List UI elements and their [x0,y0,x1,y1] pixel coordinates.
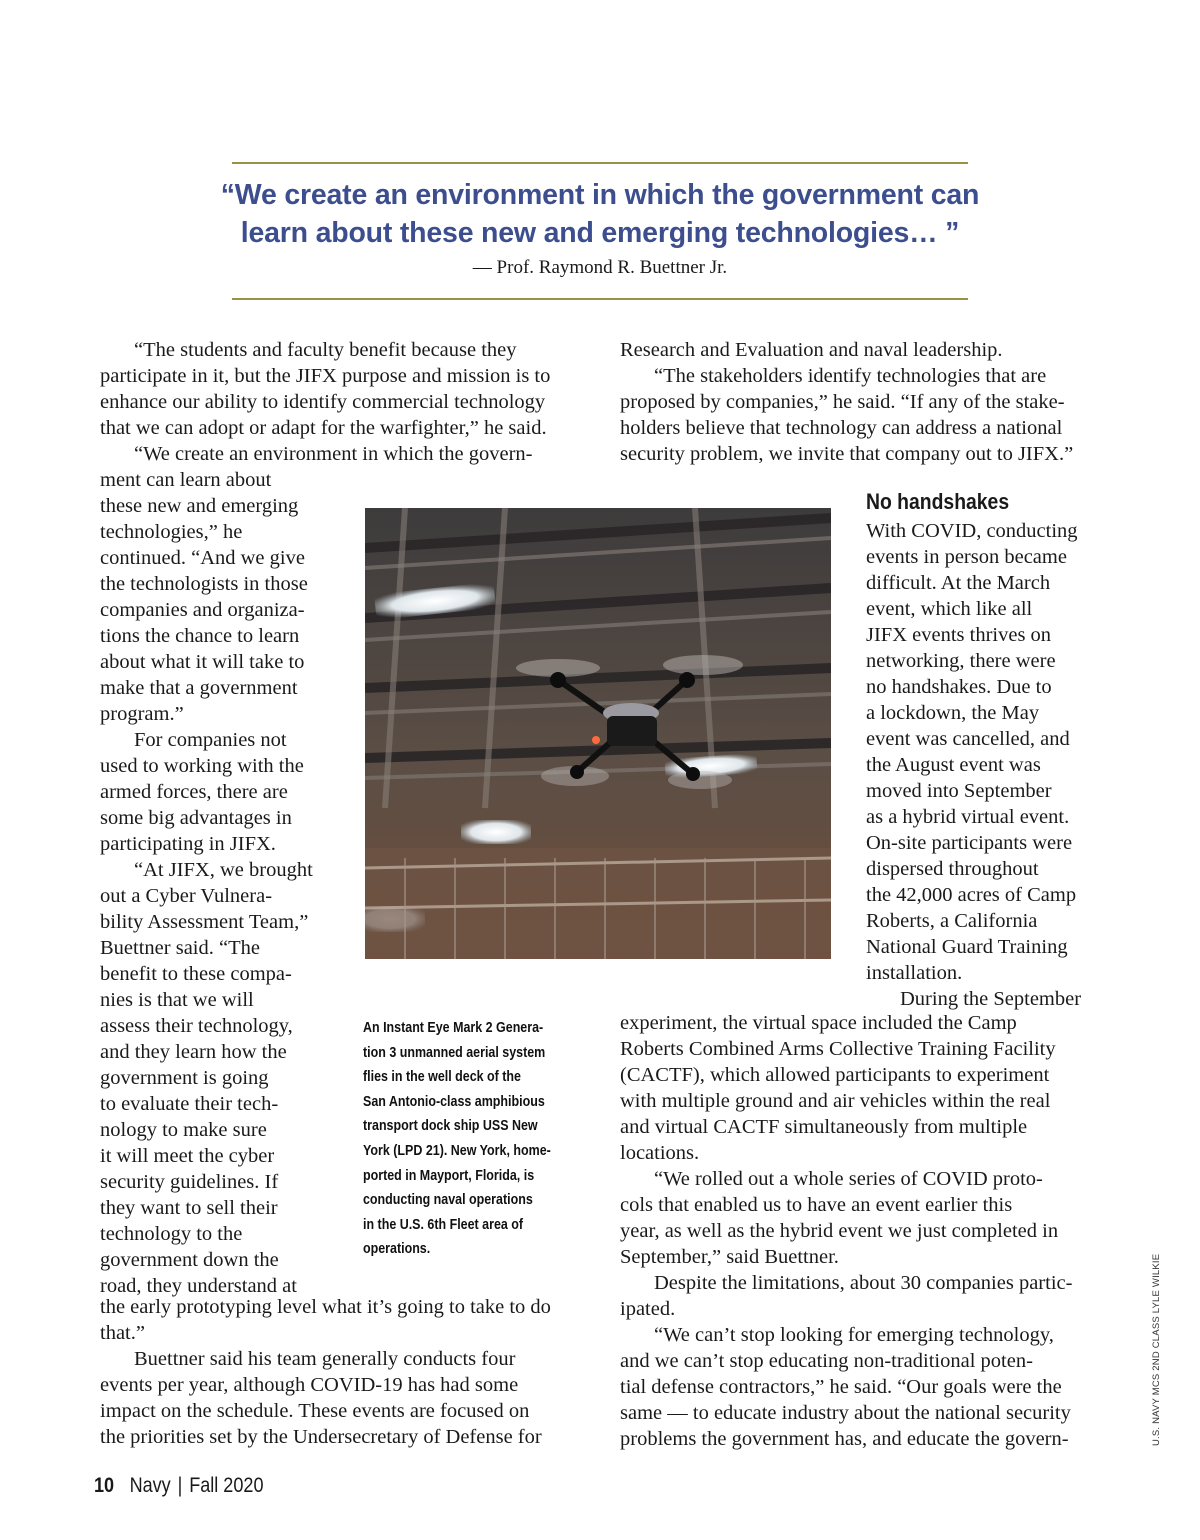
paragraph-line: event, which like all [866,598,1033,620]
paragraph-line: “The stakeholders identify technologies that are [654,365,1047,387]
paragraph-line: as a hybrid virtual event. [866,806,1070,828]
paragraph-line: On-site participants were [866,832,1073,854]
paragraph-line: holders believe that technology can address a national [620,417,1063,439]
paragraph-line: September,” said Buettner. [620,1246,839,1268]
paragraph-line: security problem, we invite that company out to JIFX.” [620,443,1074,465]
paragraph-line: it will meet the cyber [100,1145,275,1167]
paragraph-line: proposed by companies,” he said. “If any of the stake- [620,391,1065,413]
pull-quote-bottom-rule [232,298,968,300]
paragraph-line: During the September [900,988,1082,1010]
paragraph-line: technologies,” he [100,521,243,543]
paragraph-line: dispersed throughout [866,858,1039,880]
paragraph-line: and they learn how the [100,1041,287,1063]
paragraph-line: enhance our ability to identify commercial technology [100,391,546,413]
paragraph-line: events per year, although COVID-19 has had some [100,1374,519,1396]
pull-quote-attribution: — Prof. Raymond R. Buettner Jr. [472,257,728,278]
paragraph-line: Buettner said his team generally conducts four [134,1348,516,1370]
section-heading: No handshakes [866,489,1010,514]
paragraph-line: make that a government [100,677,298,699]
paragraph-line: and virtual CACTF simultaneously from multiple [620,1116,1028,1138]
caption-line: An Instant Eye Mark 2 Genera- [363,1020,544,1036]
paragraph-line: ment can learn about [100,469,272,491]
photo-caption [363,1016,561,1262]
paragraph-line: “The students and faculty benefit because they [134,339,517,361]
caption-line: operations. [363,1241,431,1258]
paragraph-line: government down the [100,1249,279,1271]
paragraph-line: government is going [100,1067,269,1089]
issue-date: Fall 2020 [189,1474,264,1497]
paragraph-line: Research and Evaluation and naval leadership. [620,339,1003,361]
paragraph-line: networking, there were [866,650,1056,672]
paragraph-line: “We create an environment in which the govern- [134,443,533,465]
caption-line: tion 3 unmanned aerial system [363,1044,546,1061]
paragraph-line: For companies not [134,729,287,751]
page-footer [94,1474,263,1498]
paragraph-line: they want to sell their [100,1197,278,1219]
paragraph-line: Roberts Combined Arms Collective Training Facility [620,1038,1056,1060]
paragraph-line: locations. [620,1142,700,1164]
paragraph-line: “At JIFX, we brought [134,859,313,881]
paragraph-line: the priorities set by the Undersecretary of Defense for [100,1426,542,1448]
paragraph-line: bility Assessment Team,” [100,911,309,933]
paragraph-line: technology to the [100,1223,243,1245]
paragraph-line: no handshakes. Due to [866,676,1052,698]
caption-line: transport dock ship USS New [363,1118,538,1135]
paragraph-line: same — to educate industry about the national security [620,1402,1071,1424]
paragraph-line: With COVID, conducting [866,520,1078,542]
paragraph-line: installation. [866,962,963,984]
paragraph-line: ipated. [620,1298,676,1320]
paragraph-line: the technologists in those [100,573,308,595]
caption-line: San Antonio-class amphibious [363,1093,545,1110]
paragraph-line: that we can adopt or adapt for the warfighter,” he said. [100,417,547,439]
paragraph-line: program.” [100,703,184,725]
col2-top-text [620,337,1073,467]
paragraph-line: JIFX events thrives on [866,624,1052,646]
caption-line: York (LPD 21). New York, home- [363,1142,551,1159]
paragraph-line: participate in it, but the JIFX purpose and mission is to [100,365,551,387]
page-number: 10 [94,1474,115,1497]
paragraph-line: with multiple ground and air vehicles within the real [620,1090,1051,1112]
caption-line: ported in Mayport, Florida, is [363,1167,535,1184]
footer-divider: | [177,1474,183,1497]
paragraph-line: security guidelines. If [100,1171,279,1193]
paragraph-line: out a Cyber Vulnera- [100,885,273,907]
paragraph-line: Buettner said. “The [100,937,260,959]
col3-narrow-text [866,518,1081,1012]
paragraph-line: tial defense contractors,” he said. “Our goals were the [620,1376,1062,1398]
paragraph-line: the August event was [866,754,1041,776]
paragraph-line: events in person became [866,546,1067,568]
paragraph-line: difficult. At the March [866,572,1051,594]
caption-line: flies in the well deck of the [363,1069,521,1086]
col1-bottom-text [100,1294,551,1450]
paragraph-line: participating in JIFX. [100,833,276,855]
caption-line: conducting naval operations [363,1192,533,1209]
paragraph-line: the 42,000 acres of Camp [866,884,1077,906]
paragraph-line: nology to make sure [100,1119,267,1141]
paragraph-line: year, as well as the hybrid event we just completed in [620,1220,1059,1242]
paragraph-line: cols that enabled us to have an event earlier this [620,1194,1013,1216]
paragraph-line: impact on the schedule. These events are focused on [100,1400,530,1422]
paragraph-line: to evaluate their tech- [100,1093,279,1115]
paragraph-line: armed forces, there are [100,781,288,803]
pull-quote-top-rule [232,162,968,164]
paragraph-line: problems the government has, and educate the govern- [620,1428,1069,1450]
paragraph-line: continued. “And we give [100,547,305,569]
pull-quote [200,176,1000,252]
publication-name: Navy [129,1474,171,1497]
pull-quote-line-1: “We create an environment in which the government can [220,179,980,211]
drone-photo-illustration [365,508,831,959]
paragraph-line: companies and organiza- [100,599,305,621]
paragraph-line: these new and emerging [100,495,299,517]
paragraph-line: tions the chance to learn [100,625,300,647]
paragraph-line: Despite the limitations, about 30 companies partic- [654,1272,1073,1294]
paragraph-line: National Guard Training [866,936,1068,958]
paragraph-line: some big advantages in [100,807,292,829]
col2-bottom-text [620,1010,1072,1452]
paragraph-line: (CACTF), which allowed participants to experiment [620,1064,1050,1086]
paragraph-line: road, they understand at [100,1275,297,1297]
paragraph-line: the early prototyping level what it’s going to take to do [100,1296,551,1318]
paragraph-line: and we can’t stop educating non-traditional poten- [620,1350,1033,1372]
drone-photo [365,508,831,959]
paragraph-line: event was cancelled, and [866,728,1070,750]
paragraph-line: nies is that we will [100,989,254,1011]
col1-narrow-text [100,467,313,1299]
paragraph-line: “We can’t stop looking for emerging technology, [654,1324,1054,1346]
photo-credit: U.S. NAVY MCS 2ND CLASS LYLE WILKIE [1151,1253,1162,1446]
col1-top-text [100,337,550,467]
pull-quote-line-2: learn about these new and emerging technologies… ” [240,217,960,249]
paragraph-line: about what it will take to [100,651,305,673]
caption-line: in the U.S. 6th Fleet area of [363,1216,524,1233]
paragraph-line: moved into September [866,780,1052,802]
paragraph-line: Roberts, a California [866,910,1038,932]
paragraph-line: “We rolled out a whole series of COVID proto- [654,1168,1043,1190]
paragraph-line: that.” [100,1322,145,1344]
paragraph-line: experiment, the virtual space included the Camp [620,1012,1017,1034]
paragraph-line: benefit to these compa- [100,963,292,985]
paragraph-line: used to working with the [100,755,304,777]
paragraph-line: assess their technology, [100,1015,293,1037]
paragraph-line: a lockdown, the May [866,702,1040,724]
